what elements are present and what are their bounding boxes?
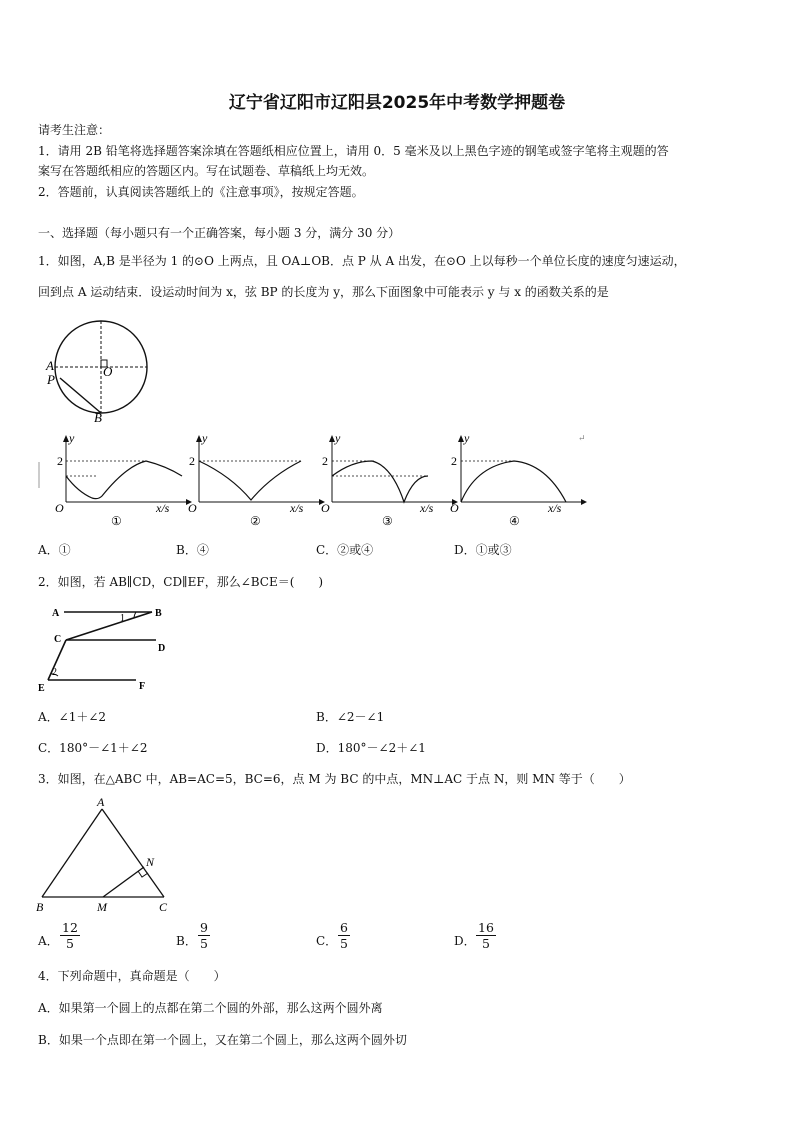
q4-stem: 4．下列命题中，真命题是（ ） (38, 969, 226, 983)
q3-option-c-letter[interactable]: C． (316, 934, 338, 948)
graph-1-origin-label: O (55, 501, 64, 515)
graph-4-y-label: y (464, 431, 470, 445)
q3-option-d-denominator: 5 (481, 936, 490, 951)
q3-option-c-fraction[interactable] (338, 920, 350, 951)
graph-3-origin-label: O (321, 501, 330, 515)
q1-fig-label-o: O (103, 364, 113, 379)
q1-graphs-figure (36, 430, 596, 530)
q3-fig-label-m: M (97, 900, 107, 914)
graph-2 (188, 431, 325, 528)
graph-4-x-label: x/s (548, 501, 562, 515)
q3-option-d-letter[interactable]: D． (454, 934, 476, 948)
q3-option-b-denominator: 5 (200, 936, 208, 951)
q2-fig-label-a: A (52, 608, 60, 619)
notice-item-1-line-1: 1．请用 2B 铅笔将选择题答案涂填在答题纸相应位置上，请用 0．5 毫米及以上黑色字迹的钢笔或签字笔将主观题的答 (38, 144, 669, 158)
q1-stem-line-2: 回到点 A 运动结束．设运动时间为 x，弦 BP 的长度为 y，那么下面图象中可能表示 y 与 x 的函数关系的是 (38, 285, 609, 299)
notice-item-1-line-2: 案写在答题纸相应的答题区内。写在试题卷、草稿纸上均无效。 (38, 164, 375, 178)
q3-triangle-figure (34, 795, 184, 917)
q1-option-a[interactable]: A．① (38, 543, 71, 557)
q1-option-c[interactable]: C．②或④ (316, 543, 374, 557)
graph-4-origin-label: O (450, 501, 459, 515)
q4-option-b[interactable]: B．如果一个点即在第一个圆上，又在第二个圆上，那么这两个圆外切 (38, 1033, 407, 1047)
graph-3-number: ③ (382, 514, 393, 528)
graph-1-two-label: 2 (57, 454, 63, 468)
graph-3-x-label: x/s (420, 501, 434, 515)
q3-fig-label-b: B (36, 900, 44, 914)
q3-option-a-numerator: 12 (62, 920, 78, 935)
q2-fig-angle-2: 2 (52, 667, 57, 678)
q2-fig-angle-1: 1 (120, 613, 125, 624)
graph-2-two-label: 2 (189, 454, 195, 468)
section-heading: 一、选择题（每小题只有一个正确答案，每小题 3 分，满分 30 分） (38, 226, 401, 240)
stray-return-mark: ↵ (578, 434, 586, 444)
q2-fig-label-d: D (158, 643, 166, 654)
graph-2-y-label: y (202, 431, 208, 445)
graph-4 (450, 431, 587, 528)
q2-option-b[interactable]: B．∠2－∠1 (316, 710, 385, 724)
q3-option-c-denominator: 5 (340, 936, 348, 951)
q1-fig-label-b: B (94, 410, 102, 423)
page-title: 辽宁省辽阳市辽阳县2025年中考数学押题卷 (228, 93, 566, 113)
q2-fig-label-c: C (54, 634, 62, 645)
q2-stem: 2．如图，若 AB∥CD，CD∥EF，那么∠BCE＝( ) (38, 575, 324, 589)
graph-2-origin-label: O (188, 501, 197, 515)
q2-parallel-lines-figure (36, 600, 176, 696)
q3-option-b-numerator: 9 (200, 920, 208, 935)
q3-option-b-fraction[interactable] (198, 920, 210, 951)
q3-fig-label-c: C (159, 900, 168, 914)
graph-3-two-label: 2 (322, 454, 328, 468)
q1-fig-label-a: A (46, 358, 54, 373)
graph-4-two-label: 2 (451, 454, 457, 468)
q1-option-d[interactable]: D．①或③ (454, 543, 512, 557)
graph-3-y-label: y (335, 431, 341, 445)
graph-2-x-label: x/s (290, 501, 304, 515)
notice-heading: 请考生注意： (38, 123, 111, 137)
q1-stem-line-1: 1．如图，A,B 是半径为 1 的⊙O 上两点，且 OA⊥OB．点 P 从 A 出发，在⊙O 上以每秒一个单位长度的速度匀速运动， (38, 254, 686, 268)
q2-fig-label-e: E (38, 683, 45, 694)
q1-fig-label-p: P (47, 372, 55, 387)
q1-circle-figure (40, 318, 160, 423)
q3-option-a-denominator: 5 (65, 936, 74, 951)
q3-option-d-numerator: 16 (478, 920, 494, 935)
notice-item-2: 2．答题前，认真阅读答题纸上的《注意事项》，按规定答题。 (38, 185, 364, 199)
q2-fig-label-f: F (139, 681, 146, 692)
q1-option-b[interactable]: B．④ (176, 543, 209, 557)
q3-fig-label-n: N (146, 855, 155, 869)
q3-fig-label-a: A (97, 795, 105, 809)
graph-1-y-label: y (69, 431, 75, 445)
q3-stem: 3．如图，在△ABC 中，AB=AC=5，BC=6，点 M 为 BC 的中点，MN⊥AC 于点 N，则 MN 等于（ ） (38, 772, 631, 786)
q3-option-a-fraction[interactable] (60, 920, 80, 951)
graph-1 (55, 431, 192, 528)
q3-option-c-numerator: 6 (340, 920, 348, 935)
graph-1-number: ① (111, 514, 122, 528)
q4-option-a[interactable]: A．如果第一个圆上的点都在第二个圆的外部，那么这两个圆外离 (38, 1001, 383, 1015)
graph-2-number: ② (250, 514, 261, 528)
q2-option-a[interactable]: A．∠1＋∠2 (38, 710, 107, 724)
graph-4-number: ④ (509, 514, 520, 528)
q3-option-a-letter[interactable]: A． (38, 934, 59, 948)
graph-3 (321, 431, 458, 528)
graph-1-x-label: x/s (156, 501, 170, 515)
q2-fig-label-b: B (155, 608, 162, 619)
q3-option-b-letter[interactable]: B． (176, 934, 197, 948)
q2-option-c[interactable]: C．180°－∠1＋∠2 (38, 741, 148, 755)
q2-option-d[interactable]: D．180°－∠2＋∠1 (316, 741, 426, 755)
q3-option-d-fraction[interactable] (476, 920, 496, 951)
